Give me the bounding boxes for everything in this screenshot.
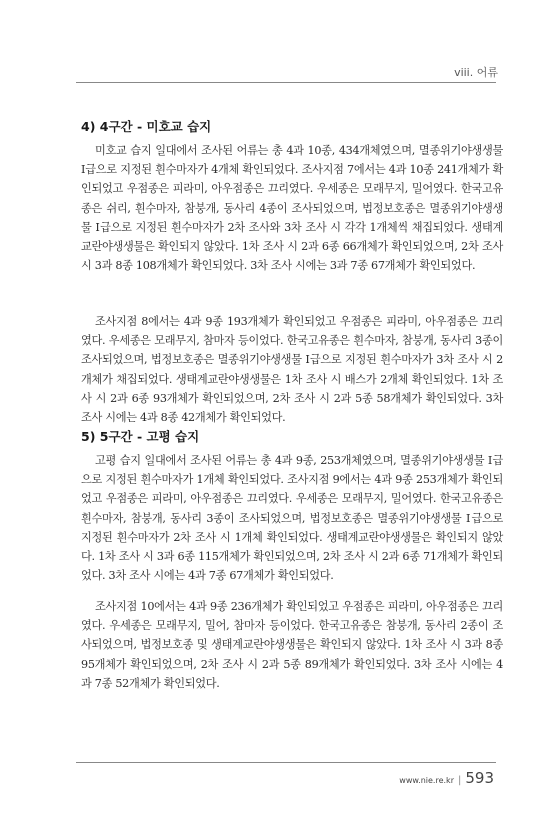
footer-separator: | [457,775,462,786]
footer-rule [76,762,496,763]
section-heading: 5) 5구간 - 고평 습지 [81,429,200,444]
section-heading: 4) 4구간 - 미호교 습지 [81,119,212,134]
paragraph: 고평 습지 일대에서 조사된 어류는 총 4과 9종, 253개체였으며, 멸종위기야생생물 Ⅰ급으로 지정된 흰수마자가 1개체 확인되었다. 조사지점 9에서는 4과 9종 253개체가 확인되었고 우점종은 피라미, 아우점종은 끄리였다. 우세종은 모래무지, 밀어였다. 한국고유종은 흰수마자, 참붕개, 동사리 3종이 조사되었으며, 법정보호종은 멸종위기야생생물 Ⅰ급으로 지정된 흰수마자가 2차 조사 시 1개체 확인되었다. 생태계교란야생생물은 확인되지 않았다. 1차 조사 시 3과 6종 115개체가 확인되었으며, 2차 조사 시 2과 6종 71개체가 확인되었다. 3차 조사 시에는 4과 7종 67개체가 확인되었다. [81,454,503,583]
page-number: 593 [465,769,494,787]
paragraph: 조사지점 8에서는 4과 9종 193개체가 확인되었고 우점종은 피라미, 아우점종은 끄리였다. 우세종은 모래무지, 참마자 등이었다. 한국고유종은 흰수마자, 참붕개, 동사리 3종이 조사되었으며, 법정보호종은 멸종위기야생생물 Ⅰ급으로 지정된 흰수마자가 3차 조사 시 2개체가 채집되었다. 생태계교란야생생물은 1차 조사 시 배스가 2개체 확인되었다. 1차 조사 시 2과 6종 93개체가 확인되었으며, 2차 조사 시 2과 5종 58개체가 확인되었다. 3차 조사 시에는 4과 8종 42개체가 확인되었다. [81,315,503,425]
header-rule [76,82,496,83]
chapter-marker: viii. 어류 [454,66,498,79]
paragraph: 조사지점 10에서는 4과 9종 236개체가 확인되었고 우점종은 피라미, 아우점종은 끄리였다. 우세종은 모래무지, 밀어, 참마자 등이었다. 한국고유종은 참붕개, 동사리 2종이 조사되었으며, 법정보호종 및 생태계교란야생생물은 확인되지 않았다. 1차 조사 시 3과 8종 95개체가 확인되었으며, 2차 조사 시 2과 5종 89개체가 확인되었다. 3차 조사 시에는 4과 7종 52개체가 확인되었다. [81,600,503,690]
footer [399,769,494,787]
paragraph: 미호교 습지 일대에서 조사된 어류는 총 4과 10종, 434개체였으며, 멸종위기야생생물 Ⅰ급으로 지정된 흰수마자가 4개체 확인되었다. 조사지점 7에서는 4과 10종 241개체가 확인되었고 우점종은 피라미, 아우점종은 끄리였다. 우세종은 모래무지, 밀어였다. 한국고유종은 쉬리, 흰수마자, 참붕개, 동사리 4종이 조사되었으며, 법정보호종은 멸종위기야생생물 Ⅰ급으로 지정된 흰수마자가 2차 조사와 3차 조사 시 각각 1개체씩 채집되었다. 생태계교란야생생물은 확인되지 않았다. 1차 조사 시 2과 6종 66개체가 확인되었으며, 2차 조사 시 3과 8종 108개체가 확인되었다. 3차 조사 시에는 3과 7종 67개체가 확인되었다. [81,144,503,273]
footer-url: www.nie.re.kr [399,776,454,785]
